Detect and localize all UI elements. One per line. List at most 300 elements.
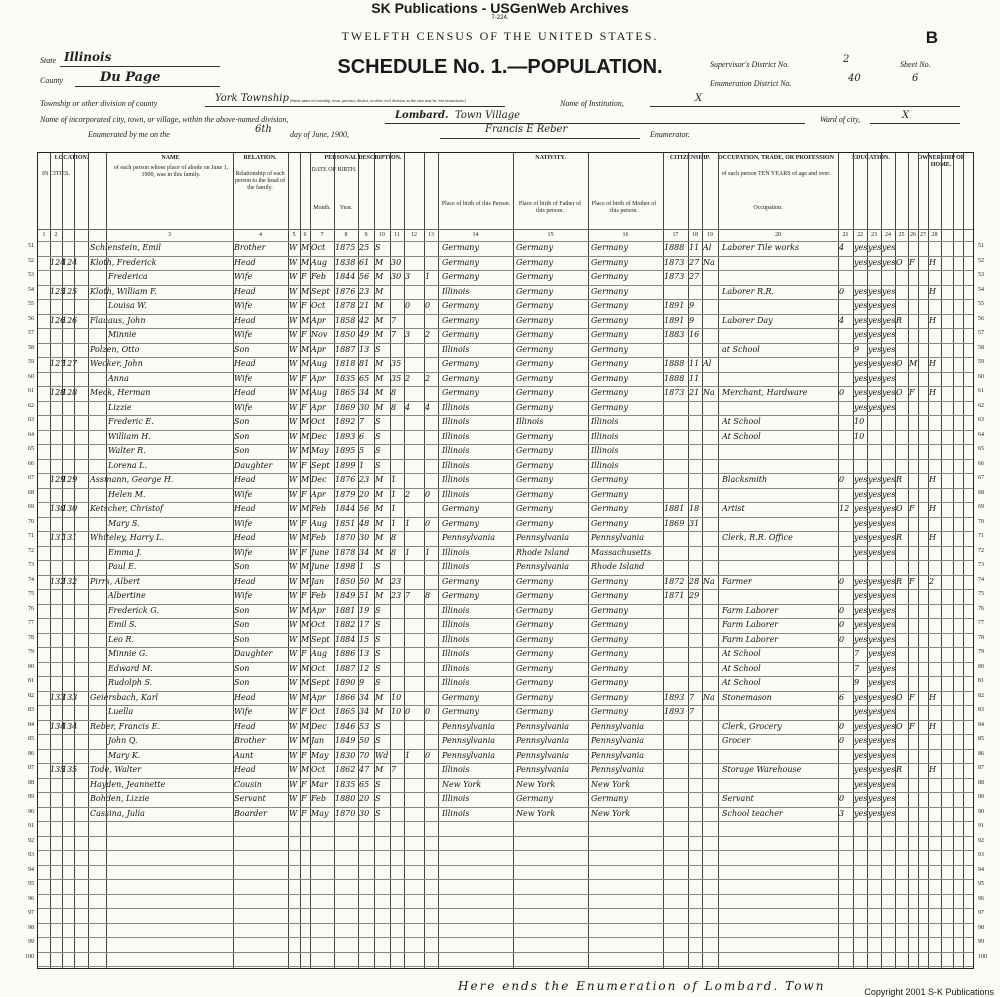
line-number: 75 — [28, 591, 34, 597]
cell-bp: Germany — [442, 576, 479, 586]
cell-e3: yes — [882, 736, 896, 745]
cell-year: 1875 — [335, 243, 356, 252]
cell-bp: Germany — [442, 243, 479, 252]
cell-occ: At School — [722, 649, 761, 658]
cell-ch2: 1 — [425, 272, 431, 281]
cell-fbp: Germany — [516, 475, 553, 484]
row-rule — [38, 633, 973, 634]
cell-mo: 12 — [839, 504, 850, 513]
cell-sch: H — [929, 533, 936, 542]
cell-imm: 1888 — [664, 243, 685, 252]
cell-sex: M — [301, 620, 310, 629]
cell-ch1: 3 — [405, 272, 411, 281]
cell-name: Walter R. — [108, 446, 146, 455]
dob-heading: DATE OF BIRTH. — [311, 167, 357, 173]
line-number: 68 — [978, 489, 984, 496]
cell-name: Hayden, Jeannette — [90, 779, 166, 789]
cell-mo: 3 — [839, 808, 845, 818]
cell-us: 11 — [689, 243, 700, 252]
cell-nat: Al — [703, 359, 712, 368]
cell-fbp: Pennsylvania — [516, 721, 570, 731]
ownership-heading: OWNERSHIP OF HOME. — [917, 155, 965, 168]
cell-marital: S — [375, 794, 381, 803]
cell-e3: yes — [882, 475, 896, 484]
line-number: 71 — [28, 533, 34, 539]
cell-marital: S — [375, 663, 381, 673]
archive-banner: SK Publications - USGenWeb Archives — [371, 0, 629, 16]
cell-sex: M — [301, 504, 310, 513]
cell-age: 19 — [359, 605, 370, 615]
cell-month: Jan — [311, 576, 325, 586]
cell-fm: M — [909, 359, 918, 368]
cell-month: Sept — [311, 286, 330, 296]
cell-e3: yes — [882, 620, 896, 629]
cell-occ: Artist — [722, 504, 745, 513]
cell-sex: F — [301, 808, 307, 818]
row-rule — [38, 575, 973, 576]
cell-e2: yes — [868, 475, 882, 484]
row-rule — [38, 459, 973, 460]
cell-e3: yes — [882, 576, 896, 586]
cell-mo: 4 — [839, 315, 845, 325]
cell-mo: 6 — [839, 692, 845, 702]
column-number: 15 — [547, 232, 554, 238]
cell-e1: yes — [854, 576, 868, 586]
cell-ch1: 2 — [405, 489, 411, 499]
cell-fbp: Germany — [516, 504, 553, 513]
cell-sex: F — [301, 373, 307, 383]
cell-name: Reber, Francis E. — [90, 721, 161, 731]
cell-sex: M — [301, 344, 310, 354]
line-number: 83 — [28, 707, 34, 713]
cell-color: W — [289, 808, 298, 818]
cell-name: Emma J. — [108, 547, 142, 557]
cell-bp: Illinois — [442, 489, 470, 499]
cell-fam: 125 — [62, 286, 78, 296]
cell-rel: Son — [234, 417, 250, 426]
column-number: 13 — [428, 232, 434, 238]
cell-mbp: Germany — [591, 692, 628, 702]
cell-e1: yes — [854, 750, 868, 760]
cell-sex: M — [301, 315, 310, 325]
ed-value: 40 — [848, 73, 861, 84]
institution-value: X — [695, 93, 703, 104]
cell-month: Oct — [311, 620, 326, 629]
cell-e2: yes — [868, 692, 882, 702]
cell-mbp: Rhode Island — [591, 562, 645, 571]
cell-rel: Wife — [234, 402, 253, 412]
cell-age: 30 — [359, 533, 370, 542]
line-number: 100 — [25, 953, 34, 960]
cell-dw: 126 — [50, 315, 66, 325]
in-cities-heading: IN CITIES. — [42, 171, 70, 177]
line-number: 86 — [978, 750, 984, 757]
cell-mbp: Pennsylvania — [591, 533, 645, 542]
cell-rel: Brother — [234, 243, 266, 252]
cell-e3: yes — [882, 663, 896, 673]
cell-e1: yes — [854, 489, 868, 499]
cell-yrs: 10 — [391, 692, 402, 702]
name-heading: NAME — [161, 155, 180, 161]
line-number: 69 — [978, 504, 984, 510]
cell-month: Dec — [311, 721, 327, 731]
cell-month: Feb — [311, 591, 326, 600]
occupation-column: Occupation. — [753, 205, 783, 211]
cell-sex: F — [301, 547, 307, 557]
cell-us: 28 — [689, 576, 700, 586]
cell-color: W — [289, 359, 298, 368]
cell-e3: yes — [882, 808, 896, 818]
cell-age: 50 — [359, 736, 370, 745]
cell-e3: yes — [882, 533, 896, 542]
cell-marital: S — [375, 243, 381, 252]
cell-imm: 1883 — [664, 330, 685, 339]
cell-imm: 1893 — [664, 692, 685, 702]
cell-imm: 1873 — [664, 388, 685, 397]
line-number: 72 — [978, 547, 984, 554]
cell-e1: yes — [854, 707, 868, 716]
cell-mbp: Illinois — [591, 446, 619, 455]
cell-e2: yes — [868, 504, 882, 513]
cell-name: Helen M. — [108, 489, 146, 499]
cell-imm: 1888 — [664, 359, 685, 368]
cell-fbp: Germany — [516, 388, 553, 397]
cell-year: 1876 — [335, 475, 356, 484]
line-number: 67 — [28, 475, 34, 481]
cell-imm: 1891 — [664, 301, 685, 310]
cell-e1: yes — [854, 620, 868, 629]
cell-year: 1869 — [335, 402, 356, 412]
cell-bp: Illinois — [442, 417, 470, 426]
relation-subheading: Relationship of each person to the head of the family. — [234, 171, 286, 191]
cell-rel: Wife — [234, 330, 253, 339]
cell-dw: 135 — [50, 765, 66, 774]
cell-year: 1880 — [335, 794, 356, 803]
cell-imm: 1888 — [664, 373, 685, 383]
cell-name: Ketscher, Christof — [90, 504, 163, 513]
line-number: 76 — [978, 605, 984, 612]
copyright: Copyright 2001 S-K Publications — [864, 987, 994, 997]
state-value: Illinois — [64, 50, 112, 64]
cell-name: Kloth, Frederick — [90, 257, 157, 267]
enum-prefix: Enumerated by me on the — [88, 130, 170, 139]
cell-bp: Pennsylvania — [442, 736, 496, 745]
cell-own: O — [896, 504, 903, 513]
row-rule — [38, 618, 973, 619]
row-rule — [38, 676, 973, 677]
cell-e3: yes — [882, 402, 896, 412]
line-number: 58 — [978, 344, 984, 351]
cell-sex: M — [301, 431, 310, 441]
cell-month: Feb — [311, 794, 326, 803]
cell-rel: Head — [234, 286, 256, 296]
cell-e1: yes — [854, 402, 868, 412]
cell-year: 1851 — [335, 518, 356, 528]
cell-marital: M — [375, 475, 384, 484]
cell-occ: Merchant, Hardware — [722, 388, 808, 397]
cell-fbp: Pennsylvania — [516, 736, 570, 745]
cell-rel: Son — [234, 344, 250, 354]
cell-ch1: 1 — [405, 547, 411, 557]
row-rule — [38, 923, 973, 924]
cell-color: W — [289, 243, 298, 252]
supervisor-label: Supervisor's District No. — [710, 60, 790, 69]
cell-sch: H — [929, 359, 936, 368]
cell-sex: M — [301, 243, 310, 252]
cell-bp: Illinois — [442, 605, 470, 615]
line-number: 87 — [28, 765, 34, 771]
cell-sex: F — [301, 707, 307, 716]
cell-rel: Head — [234, 504, 256, 513]
cell-bp: Illinois — [442, 286, 470, 296]
cell-e1: 10 — [854, 431, 865, 441]
cell-mo: 0 — [839, 620, 845, 629]
line-number: 90 — [28, 808, 34, 815]
cell-age: 23 — [359, 475, 370, 484]
cell-e3: yes — [882, 489, 896, 499]
cell-rel: Head — [234, 533, 256, 542]
cell-marital: M — [375, 765, 384, 774]
row-rule — [38, 966, 973, 967]
cell-marital: M — [375, 692, 384, 702]
line-number: 58 — [28, 344, 34, 351]
cell-own: O — [896, 359, 903, 368]
cell-fm: F — [909, 692, 915, 702]
cell-marital: Wd — [375, 750, 389, 760]
cell-mbp: Germany — [591, 620, 628, 629]
cell-name: Minnie G. — [108, 649, 148, 658]
cell-own: R — [896, 475, 903, 484]
cell-rel: Servant — [234, 794, 266, 803]
cell-sex: M — [301, 417, 310, 426]
cell-e3: yes — [882, 518, 896, 528]
cell-name: Lizzie — [108, 402, 132, 412]
cell-e3: yes — [882, 243, 896, 252]
cell-mbp: Pennsylvania — [591, 736, 645, 745]
cell-dw: 132 — [50, 576, 66, 586]
cell-nat: Na — [703, 257, 715, 267]
cell-year: 1865 — [335, 707, 356, 716]
line-number: 92 — [28, 837, 34, 844]
line-number: 82 — [28, 692, 34, 699]
cell-e1: yes — [854, 721, 868, 731]
cell-e3: yes — [882, 634, 896, 644]
cell-mbp: Germany — [591, 359, 628, 368]
line-number: 95 — [28, 881, 34, 887]
institution-label: Name of Institution, — [560, 99, 624, 108]
cell-sex: F — [301, 489, 307, 499]
line-number: 61 — [978, 388, 984, 394]
cell-name: Anna — [108, 373, 129, 383]
row-rule — [38, 256, 973, 257]
row-rule — [38, 328, 973, 329]
cell-marital: S — [375, 446, 381, 455]
cell-rel: Son — [234, 634, 250, 644]
cell-year: 1870 — [335, 533, 356, 542]
cell-occ: Clerk, R.R. Office — [722, 533, 793, 542]
cell-e1: yes — [854, 504, 868, 513]
cell-e3: yes — [882, 504, 896, 513]
cell-age: 65 — [359, 373, 370, 383]
cell-color: W — [289, 605, 298, 615]
census-title: TWELFTH CENSUS OF THE UNITED STATES. — [341, 29, 659, 43]
cell-own: O — [896, 721, 903, 731]
row-rule — [38, 502, 973, 503]
row-rule — [38, 821, 973, 822]
cell-e2: yes — [868, 373, 882, 383]
cell-mbp: Germany — [591, 388, 628, 397]
line-number: 69 — [28, 504, 34, 510]
cell-marital: S — [375, 808, 381, 818]
row-rule — [38, 749, 973, 750]
cell-mbp: New York — [591, 808, 631, 818]
cell-imm: 1893 — [664, 707, 685, 716]
cell-month: June — [311, 562, 330, 571]
cell-mbp: Germany — [591, 315, 628, 325]
cell-sex: F — [301, 402, 307, 412]
ed-label: Enumeration District No. — [710, 79, 792, 88]
row-rule — [38, 792, 973, 793]
cell-color: W — [289, 330, 298, 339]
cell-mbp: Pennsylvania — [591, 750, 645, 760]
cell-e1: yes — [854, 605, 868, 615]
cell-bp: Germany — [442, 359, 479, 368]
cell-e2: yes — [868, 518, 882, 528]
cell-us: 16 — [689, 330, 700, 339]
township-value: York Township — [215, 93, 289, 104]
cell-occ: Laborer Day — [722, 315, 773, 325]
cell-age: 56 — [359, 272, 370, 281]
row-rule — [38, 734, 973, 735]
cell-fbp: Germany — [516, 315, 553, 325]
cell-rel: Wife — [234, 518, 253, 528]
cell-fbp: Pennsylvania — [516, 562, 570, 571]
line-number: 78 — [978, 634, 984, 641]
cell-occ: At School — [722, 431, 761, 441]
cell-name: Wecker, John — [90, 359, 143, 368]
cell-month: Oct — [311, 663, 326, 673]
cell-month: Jan — [311, 736, 325, 745]
cell-e1: yes — [854, 330, 868, 339]
cell-bp: Pennsylvania — [442, 750, 496, 760]
cell-marital: M — [375, 547, 384, 557]
row-rule — [38, 879, 973, 880]
cell-month: Apr — [311, 605, 326, 615]
cell-bp: Germany — [442, 591, 479, 600]
row-rule — [38, 415, 973, 416]
row-rule — [38, 908, 973, 909]
line-number: 67 — [978, 475, 984, 481]
cell-month: May — [311, 446, 329, 455]
cell-age: 15 — [359, 634, 370, 644]
line-number: 65 — [28, 446, 34, 452]
cell-month: Apr — [311, 344, 326, 354]
cell-e2: yes — [868, 721, 882, 731]
cell-month: Aug — [311, 518, 328, 528]
cell-fm: F — [909, 257, 915, 267]
row-rule — [38, 546, 973, 547]
column-number: 10 — [379, 232, 385, 238]
cell-color: W — [289, 460, 298, 470]
cell-year: 1865 — [335, 388, 356, 397]
cell-e3: yes — [882, 765, 896, 774]
cell-mbp: Germany — [591, 634, 628, 644]
line-number: 73 — [978, 562, 984, 568]
cell-color: W — [289, 301, 298, 310]
cell-age: 42 — [359, 315, 370, 325]
cell-mbp: Germany — [591, 649, 628, 658]
cell-marital: S — [375, 649, 381, 658]
cell-marital: M — [375, 330, 384, 339]
cell-e3: yes — [882, 301, 896, 310]
cell-e1: 10 — [854, 417, 865, 426]
cell-fam: 130 — [62, 504, 78, 513]
cell-bp: Illinois — [442, 649, 470, 658]
cell-name: William H. — [108, 431, 151, 441]
line-number: 79 — [978, 649, 984, 655]
cell-ch1: 0 — [405, 707, 411, 716]
cell-marital: M — [375, 533, 384, 542]
cell-name: Frederick G. — [108, 605, 159, 615]
cell-e3: yes — [882, 547, 896, 557]
cell-nat: Na — [703, 692, 715, 702]
cell-us: 27 — [689, 257, 700, 267]
cell-year: 1887 — [335, 663, 356, 673]
cell-e1: yes — [854, 373, 868, 383]
line-number: 51 — [28, 243, 34, 249]
cell-rel: Son — [234, 663, 250, 673]
cell-e3: yes — [882, 721, 896, 731]
cell-rel: Son — [234, 620, 250, 629]
line-number: 76 — [28, 605, 34, 612]
cell-fbp: Germany — [516, 460, 553, 470]
cell-marital: M — [375, 315, 384, 325]
cell-year: 1876 — [335, 286, 356, 296]
cell-age: 21 — [359, 301, 370, 310]
birth-mother-heading: Place of birth of Mother of this person. — [591, 201, 657, 214]
cell-marital: S — [375, 605, 381, 615]
line-number: 94 — [978, 866, 984, 873]
cell-fam: 129 — [62, 475, 78, 484]
cell-mbp: Pennsylvania — [591, 765, 645, 774]
cell-age: 25 — [359, 243, 370, 252]
cell-color: W — [289, 272, 298, 281]
cell-bp: Germany — [442, 315, 479, 325]
cell-e3: yes — [882, 692, 896, 702]
cell-color: W — [289, 547, 298, 557]
cell-color: W — [289, 707, 298, 716]
cell-occ: Storage Warehouse — [722, 765, 802, 774]
cell-age: 34 — [359, 692, 370, 702]
cell-marital: M — [375, 257, 384, 267]
row-rule — [38, 386, 973, 387]
cell-age: 47 — [359, 765, 370, 774]
cell-color: W — [289, 388, 298, 397]
cell-ch2: 0 — [425, 518, 431, 528]
cell-dw: 130 — [50, 504, 66, 513]
nativity-heading: NATIVITY. — [535, 155, 566, 161]
cell-year: 1838 — [335, 257, 356, 267]
line-number: 98 — [28, 924, 34, 931]
cell-marital: M — [375, 489, 384, 499]
cell-mbp: Germany — [591, 402, 628, 412]
cell-yrs: 1 — [391, 504, 397, 513]
cell-month: Oct — [311, 417, 326, 426]
cell-mo: 4 — [839, 243, 845, 252]
line-number: 64 — [978, 431, 984, 438]
cell-sex: M — [301, 721, 310, 731]
cell-imm: 1872 — [664, 576, 685, 586]
